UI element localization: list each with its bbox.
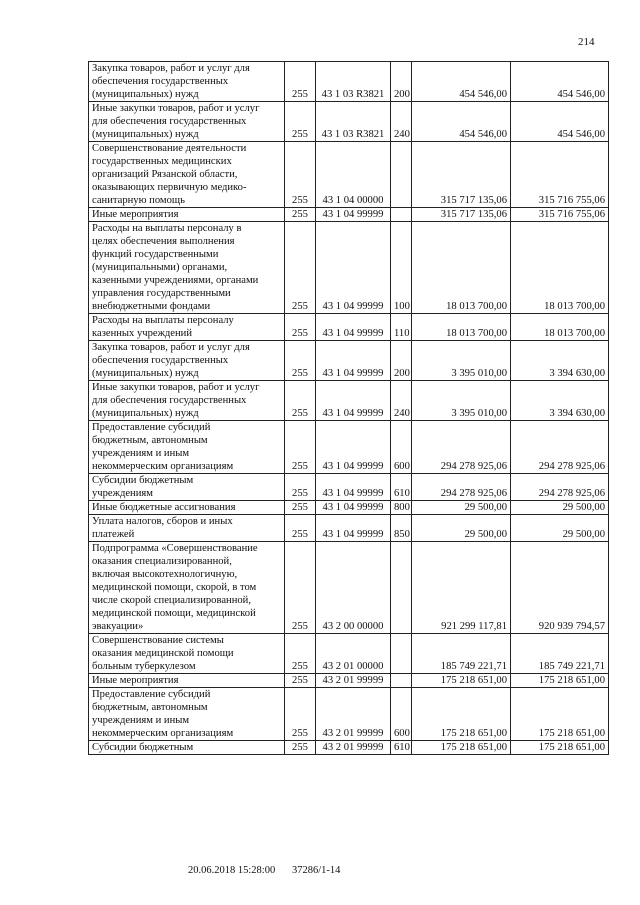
row-sum-1: 175 218 651,00	[412, 674, 511, 688]
table-row	[89, 421, 609, 474]
row-name: Расходы на выплаты персоналу казенных учреждений	[89, 314, 285, 341]
row-sum-2: 3 394 630,00	[511, 381, 609, 421]
table-row	[89, 222, 609, 314]
row-expense-type: 100	[391, 222, 412, 314]
row-sum-1: 175 218 651,00	[412, 688, 511, 741]
row-sum-2: 29 500,00	[511, 501, 609, 515]
row-code: 255	[285, 314, 316, 341]
row-target-article: 43 1 04 99999	[316, 421, 391, 474]
row-expense-type: 610	[391, 474, 412, 501]
table-row	[89, 741, 609, 755]
row-expense-type	[391, 542, 412, 634]
row-expense-type: 600	[391, 688, 412, 741]
row-target-article: 43 1 04 99999	[316, 381, 391, 421]
table-row	[89, 634, 609, 674]
row-name: Субсидии бюджетным учреждениям	[89, 474, 285, 501]
row-expense-type: 110	[391, 314, 412, 341]
row-code: 255	[285, 102, 316, 142]
row-code: 255	[285, 222, 316, 314]
row-name: Иные закупки товаров, работ и услуг для обеспечения государственных (муниципальных) нужд	[89, 102, 285, 142]
row-name: Закупка товаров, работ и услуг для обеспечения государственных (муниципальных) нужд	[89, 341, 285, 381]
table-row	[89, 314, 609, 341]
row-sum-1: 294 278 925,06	[412, 474, 511, 501]
row-expense-type: 610	[391, 741, 412, 755]
row-sum-2: 175 218 651,00	[511, 741, 609, 755]
table-row	[89, 515, 609, 542]
row-code: 255	[285, 341, 316, 381]
row-sum-1: 29 500,00	[412, 501, 511, 515]
row-code: 255	[285, 421, 316, 474]
footer-document-code: 37286/1-14	[292, 865, 341, 876]
budget-table	[88, 61, 609, 755]
row-sum-1: 29 500,00	[412, 515, 511, 542]
row-name: Подпрограмма «Совершенствование оказания специализированной, включая высокотехнологичную, медицинской помощи, скорой, в том числе скорой специализированной, медицинской помощи, медицинской эвакуации»	[89, 542, 285, 634]
row-target-article: 43 1 04 99999	[316, 501, 391, 515]
row-expense-type	[391, 634, 412, 674]
row-name: Предоставление субсидий бюджетным, автономным учреждениям и иным некоммерческим организациям	[89, 421, 285, 474]
row-sum-1: 3 395 010,00	[412, 381, 511, 421]
row-code: 255	[285, 142, 316, 208]
row-target-article: 43 2 01 99999	[316, 688, 391, 741]
table-row	[89, 381, 609, 421]
row-name: Субсидии бюджетным	[89, 741, 285, 755]
table-row	[89, 102, 609, 142]
row-sum-1: 294 278 925,06	[412, 421, 511, 474]
row-expense-type: 200	[391, 62, 412, 102]
row-sum-1: 454 546,00	[412, 62, 511, 102]
row-target-article: 43 1 04 99999	[316, 222, 391, 314]
row-sum-1: 921 299 117,81	[412, 542, 511, 634]
row-name: Совершенствование деятельности государственных медицинских организаций Рязанской области, оказывающих первичную медико- санитарную помощь	[89, 142, 285, 208]
row-sum-1: 454 546,00	[412, 102, 511, 142]
page-number: 214	[578, 36, 595, 48]
row-expense-type: 240	[391, 381, 412, 421]
table-row	[89, 674, 609, 688]
budget-table-body	[89, 62, 609, 755]
row-target-article: 43 1 03 R3821	[316, 62, 391, 102]
table-row	[89, 688, 609, 741]
row-code: 255	[285, 542, 316, 634]
row-expense-type: 850	[391, 515, 412, 542]
row-name: Иные закупки товаров, работ и услуг для обеспечения государственных (муниципальных) нужд	[89, 381, 285, 421]
row-sum-2: 18 013 700,00	[511, 222, 609, 314]
row-sum-2: 175 218 651,00	[511, 674, 609, 688]
row-target-article: 43 1 04 00000	[316, 142, 391, 208]
row-sum-1: 18 013 700,00	[412, 222, 511, 314]
row-expense-type: 200	[391, 341, 412, 381]
row-code: 255	[285, 688, 316, 741]
row-code: 255	[285, 515, 316, 542]
row-name: Совершенствование системы оказания медицинской помощи больным туберкулезом	[89, 634, 285, 674]
table-row	[89, 62, 609, 102]
row-target-article: 43 1 04 99999	[316, 341, 391, 381]
row-code: 255	[285, 381, 316, 421]
row-target-article: 43 1 04 99999	[316, 474, 391, 501]
row-code: 255	[285, 741, 316, 755]
row-target-article: 43 1 04 99999	[316, 515, 391, 542]
row-code: 255	[285, 474, 316, 501]
row-sum-2: 185 749 221,71	[511, 634, 609, 674]
row-expense-type	[391, 142, 412, 208]
table-row	[89, 474, 609, 501]
row-expense-type	[391, 208, 412, 222]
row-name: Уплата налогов, сборов и иных платежей	[89, 515, 285, 542]
row-name: Закупка товаров, работ и услуг для обеспечения государственных (муниципальных) нужд	[89, 62, 285, 102]
row-expense-type: 240	[391, 102, 412, 142]
row-sum-1: 18 013 700,00	[412, 314, 511, 341]
row-sum-2: 315 716 755,06	[511, 208, 609, 222]
row-name: Расходы на выплаты персоналу в целях обеспечения выполнения функций государственными (муниципальными) органами, казенными учреждениями, органами управления государственными внебюджетными фондами	[89, 222, 285, 314]
row-sum-1: 3 395 010,00	[412, 341, 511, 381]
row-sum-2: 294 278 925,06	[511, 474, 609, 501]
row-sum-1: 175 218 651,00	[412, 741, 511, 755]
table-row	[89, 208, 609, 222]
row-code: 255	[285, 62, 316, 102]
table-row	[89, 341, 609, 381]
row-sum-1: 315 717 135,06	[412, 142, 511, 208]
row-sum-2: 454 546,00	[511, 102, 609, 142]
row-sum-2: 294 278 925,06	[511, 421, 609, 474]
row-name: Предоставление субсидий бюджетным, автономным учреждениям и иным некоммерческим организациям	[89, 688, 285, 741]
row-sum-1: 315 717 135,06	[412, 208, 511, 222]
table-row	[89, 501, 609, 515]
row-target-article: 43 2 01 99999	[316, 674, 391, 688]
row-target-article: 43 1 04 99999	[316, 208, 391, 222]
row-name: Иные бюджетные ассигнования	[89, 501, 285, 515]
table-row	[89, 142, 609, 208]
row-sum-2: 175 218 651,00	[511, 688, 609, 741]
row-target-article: 43 1 03 R3821	[316, 102, 391, 142]
row-expense-type: 800	[391, 501, 412, 515]
row-name: Иные мероприятия	[89, 208, 285, 222]
row-expense-type: 600	[391, 421, 412, 474]
row-expense-type	[391, 674, 412, 688]
row-target-article: 43 1 04 99999	[316, 314, 391, 341]
row-sum-2: 920 939 794,57	[511, 542, 609, 634]
footer-datetime: 20.06.2018 15:28:00	[188, 865, 276, 876]
row-sum-1: 185 749 221,71	[412, 634, 511, 674]
row-code: 255	[285, 674, 316, 688]
row-target-article: 43 2 00 00000	[316, 542, 391, 634]
row-code: 255	[285, 634, 316, 674]
row-target-article: 43 2 01 99999	[316, 741, 391, 755]
row-name: Иные мероприятия	[89, 674, 285, 688]
row-target-article: 43 2 01 00000	[316, 634, 391, 674]
row-code: 255	[285, 208, 316, 222]
row-sum-2: 18 013 700,00	[511, 314, 609, 341]
row-sum-2: 29 500,00	[511, 515, 609, 542]
row-code: 255	[285, 501, 316, 515]
table-row	[89, 542, 609, 634]
row-sum-2: 3 394 630,00	[511, 341, 609, 381]
row-sum-2: 315 716 755,06	[511, 142, 609, 208]
row-sum-2: 454 546,00	[511, 62, 609, 102]
